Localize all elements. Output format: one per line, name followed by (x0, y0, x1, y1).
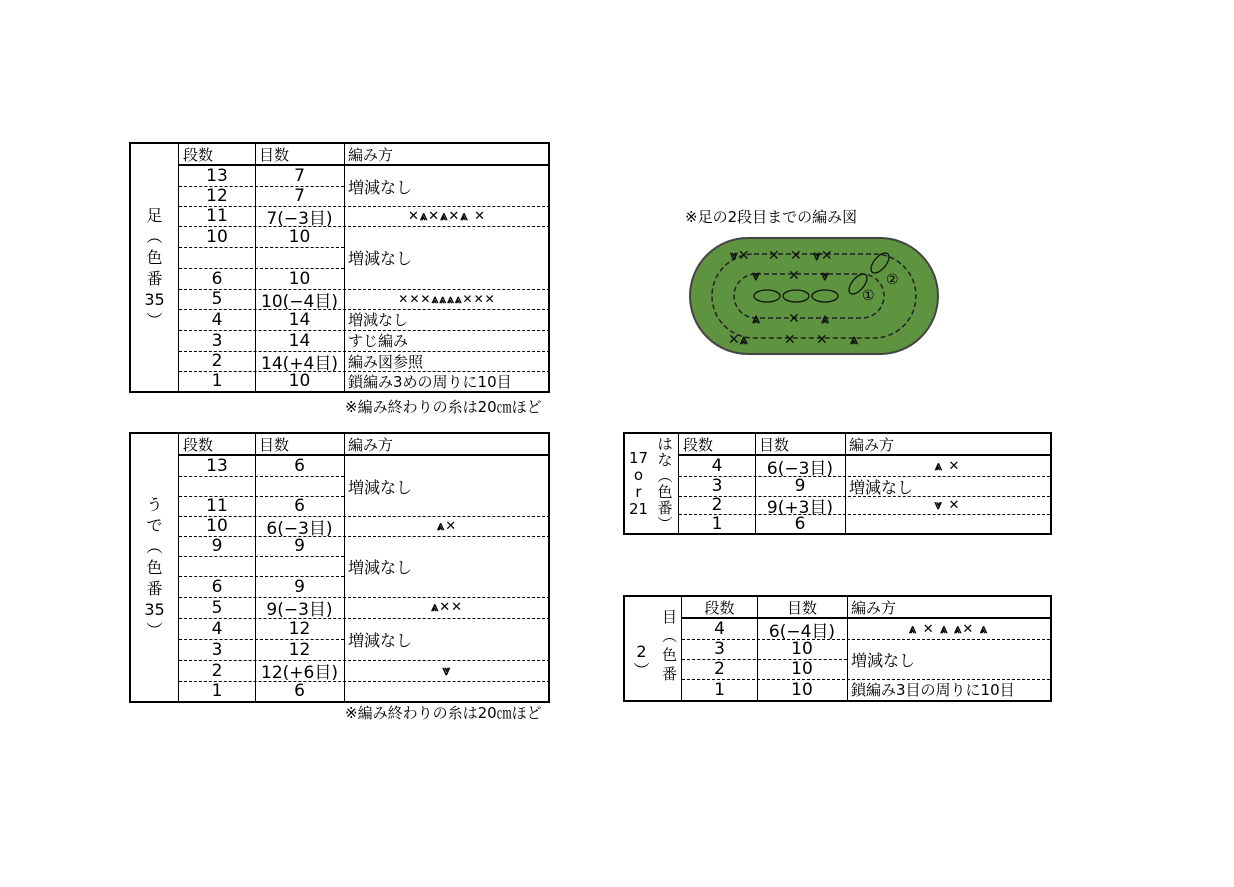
eye-header (682, 597, 1050, 619)
marker-1: ① (862, 288, 875, 304)
arm-title-char: ︵ (146, 537, 163, 556)
nose-title-number (625, 434, 652, 533)
arm-me: 12 (288, 618, 311, 639)
eye-dan: 1 (714, 679, 725, 700)
diagram-caption: ※足の2段目までの編み図 (685, 208, 858, 226)
eye-table (623, 595, 1052, 702)
eye-dan: 2 (714, 659, 725, 679)
leg-title-char: 色 (146, 247, 163, 267)
eye-title-number (625, 597, 658, 700)
leg-title-char: ︵ (146, 226, 163, 246)
arm-dan: 6 (211, 576, 223, 597)
leg-dan: 3 (211, 330, 223, 351)
arm-dan (179, 476, 255, 496)
arm-method: 増減なし (348, 477, 413, 497)
leg-dan (179, 247, 255, 268)
svg-text:⩓: ⩓ (850, 332, 858, 348)
leg-dan: 2 (211, 351, 223, 371)
nose-dan: 4 (711, 456, 723, 476)
leg-me: 10 (288, 268, 311, 289)
leg-me: 10(−4目) (261, 291, 338, 312)
arm-dan: 11 (206, 496, 228, 516)
nose-dan: 3 (711, 476, 723, 496)
eye-title-char: 色 (661, 645, 677, 664)
nose-method-symbols: ⩔ ✕ (934, 497, 961, 513)
leg-table (129, 142, 550, 393)
arm-title-char: 35 (144, 600, 165, 619)
arm-dan: 1 (211, 681, 223, 701)
arm-method-symbols: ⩓✕ (436, 518, 458, 534)
nose-title-char: 番 (657, 498, 673, 517)
eye-me: 10 (791, 659, 813, 679)
arm-title-char: で (146, 516, 163, 535)
eye-title (658, 597, 682, 700)
nose-method-symbols: ⩓ ✕ (934, 458, 961, 474)
leg-dan: 4 (211, 309, 223, 330)
eye-me: 10 (791, 639, 813, 659)
eye-title-char: 2 (636, 641, 647, 661)
nose-title-char: 21 (628, 499, 649, 518)
nose-table (623, 432, 1052, 535)
nose-header (679, 434, 1050, 456)
nose-title-char: な (657, 450, 673, 469)
svg-text:✕: ✕ (788, 311, 800, 327)
header-amikata: 編み方 (348, 435, 394, 454)
leg-method: 編み図参照 (348, 352, 424, 371)
header-me: 目数 (259, 145, 290, 164)
nose-me: 9(+3目) (766, 497, 834, 518)
nose-dan: 1 (711, 513, 723, 534)
eye-title-char: ︶ (633, 660, 650, 680)
eye-me: 10 (791, 679, 813, 700)
leg-title-char: 番 (146, 268, 163, 288)
svg-text:⩓: ⩓ (821, 311, 829, 327)
leg-me: 14 (288, 309, 311, 330)
eye-method: 鎖編み3目の周りに10目 (851, 681, 1015, 699)
eye-title-char: 目 (661, 607, 677, 626)
leg-me: 14 (288, 330, 311, 351)
nose-title (652, 434, 679, 533)
nose-method (845, 514, 1050, 533)
leg-title-char: 35 (144, 289, 165, 309)
eye-method-symbols: ⩓ ✕ ⩓ ⩓✕ ⩓ (908, 621, 989, 637)
header-amikata: 編み方 (849, 435, 895, 454)
nose-title-char: ︵ (657, 466, 673, 485)
arm-me: 6 (294, 496, 305, 516)
leg-dan: 12 (206, 186, 228, 206)
arm-me: 12(+6目) (261, 663, 338, 683)
arm-me (255, 476, 344, 496)
arm-title-char: 番 (146, 579, 163, 598)
arm-note: ※編み終わりの糸は20㎝ほど (345, 704, 542, 722)
leg-method: 鎖編み3めの周りに10目 (348, 372, 512, 391)
header-dan: 段数 (183, 145, 214, 164)
svg-text:✕⩓: ✕⩓ (728, 332, 748, 348)
leg-dan: 13 (206, 166, 228, 186)
leg-method: すじ編み (348, 332, 409, 350)
leg-method: 増減なし (348, 249, 413, 268)
leg-dan: 11 (206, 206, 228, 226)
arm-method: 増減なし (348, 558, 413, 577)
arm-me: 9 (294, 576, 305, 597)
eye-method: 増減なし (851, 650, 916, 670)
leg-note: ※編み終わりの糸は20㎝ほど (345, 398, 542, 416)
leg-dan: 10 (206, 226, 228, 247)
leg-dan: 1 (211, 371, 223, 391)
arm-me: 6 (294, 456, 305, 476)
nose-me: 6(−3目) (766, 458, 834, 479)
arm-dan: 4 (211, 618, 223, 639)
arm-me: 12 (288, 639, 311, 660)
nose-me: 9 (794, 476, 806, 496)
nose-title-char: 色 (657, 482, 673, 501)
svg-text:⩔✕: ⩔✕ (730, 248, 750, 264)
arm-me (255, 556, 344, 576)
arm-me: 6 (294, 681, 305, 701)
svg-text:✕: ✕ (768, 248, 780, 264)
header-dan: 段数 (704, 598, 735, 617)
arm-dan: 2 (211, 660, 223, 681)
svg-text:⩔✕: ⩔✕ (813, 248, 833, 264)
nose-title-char: r (635, 482, 642, 501)
arm-me: 9 (294, 536, 305, 556)
arm-dan: 9 (211, 536, 223, 556)
leg-method-symbols: ✕⩓✕⩓✕⩓ ✕ (407, 208, 487, 224)
leg-me: 10 (288, 371, 311, 391)
leg-method-symbols: ✕✕✕⩓⩓⩓⩓✕✕✕ (398, 291, 496, 306)
leg-title (131, 144, 179, 391)
arm-dan (179, 556, 255, 576)
arm-header (179, 434, 550, 456)
leg-title-char: ︶ (146, 310, 163, 330)
leg-me: 7(−3目) (266, 208, 333, 229)
leg-title-char: 足 (146, 205, 163, 225)
arm-title-char: う (146, 495, 163, 514)
arm-title (131, 434, 179, 701)
header-me: 目数 (759, 435, 790, 454)
arm-me: 6(−3目) (266, 518, 333, 539)
svg-text:⩔: ⩔ (752, 268, 760, 284)
arm-method: 増減なし (348, 630, 413, 650)
header-me: 目数 (259, 435, 290, 454)
leg-method: 増減なし (348, 311, 409, 329)
arm-me: 9(−3目) (266, 600, 333, 620)
nose-dan: 2 (711, 495, 723, 515)
arm-title-char: 色 (146, 558, 163, 577)
marker-2: ② (886, 272, 899, 288)
leg-me: 7 (294, 166, 305, 186)
arm-dan: 10 (206, 516, 228, 536)
leg-me: 10 (288, 226, 311, 247)
svg-text:⩔: ⩔ (821, 268, 829, 284)
svg-text:✕: ✕ (788, 268, 800, 284)
nose-title-char: は (657, 434, 673, 453)
eye-me: 6(−4目) (768, 621, 836, 642)
leg-header (179, 144, 550, 166)
nose-me: 6 (794, 513, 806, 534)
eye-title-char: 番 (661, 664, 677, 683)
leg-dan: 5 (211, 289, 223, 309)
arm-dan: 13 (206, 456, 228, 476)
arm-method-symbols: ⩓✕✕ (430, 600, 464, 615)
leg-method: 増減なし (348, 177, 413, 197)
leg-me (255, 247, 344, 268)
svg-text:✕: ✕ (816, 332, 828, 348)
header-dan: 段数 (183, 435, 214, 454)
svg-text:✕: ✕ (790, 248, 802, 264)
svg-text:✕: ✕ (784, 332, 796, 348)
arm-table (129, 432, 550, 703)
stitch-diagram (688, 236, 944, 358)
header-me: 目数 (786, 598, 817, 617)
eye-dan: 4 (714, 619, 725, 639)
arm-dan: 3 (211, 639, 223, 660)
eye-title-char: ︵ (661, 626, 677, 645)
svg-text:⩓: ⩓ (752, 311, 760, 327)
eye-dan: 3 (714, 639, 725, 659)
leg-me: 7 (294, 186, 305, 206)
header-dan: 段数 (683, 435, 714, 454)
arm-dan: 5 (211, 597, 223, 618)
nose-method: 増減なし (849, 477, 914, 497)
nose-title-char: ︶ (657, 514, 673, 533)
leg-dan: 6 (211, 268, 223, 289)
nose-title-char: 17 (628, 448, 649, 467)
header-amikata: 編み方 (851, 598, 897, 617)
leg-me: 14(+4目) (261, 353, 338, 374)
nose-title-char: o (633, 465, 644, 484)
arm-method-symbols: ⩔ (442, 662, 452, 679)
header-amikata: 編み方 (348, 145, 394, 164)
arm-title-char: ︶ (146, 621, 163, 640)
